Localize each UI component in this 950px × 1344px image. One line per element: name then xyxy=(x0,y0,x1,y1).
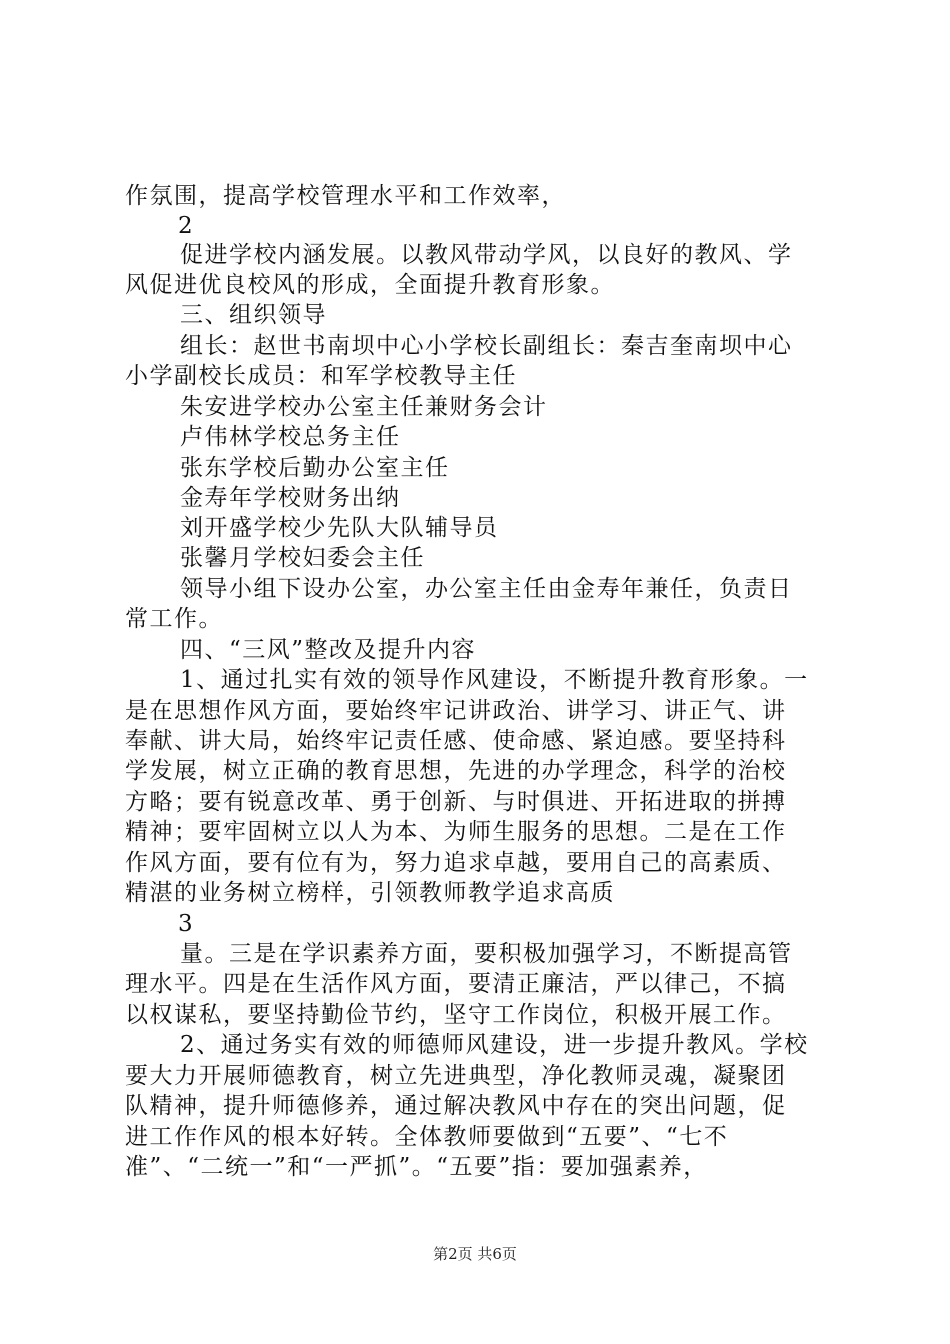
text-line: 金寿年学校财务出纳 xyxy=(180,485,401,511)
text-line: 风促进优良校风的形成，全面提升教育形象。 xyxy=(125,272,615,298)
text-line: 刘开盛学校少先队大队辅导员 xyxy=(180,515,499,541)
text-line: 常工作。 xyxy=(125,606,223,632)
section-heading: 四、“三风”整改及提升内容 xyxy=(180,637,477,663)
text-line: 队精神，提升师德修养，通过解决教风中存在的突出问题，促 xyxy=(125,1093,787,1119)
text-line: 精神；要牢固树立以人为本、为师生服务的思想。二是在工作 xyxy=(125,819,787,845)
page-number-marker: 2 xyxy=(178,213,195,239)
text-line: 作风方面，要有位有为，努力追求卓越，要用自己的高素质、 xyxy=(125,850,787,876)
text-line: 朱安进学校办公室主任兼财务会计 xyxy=(180,394,548,420)
text-line: 促进学校内涵发展。以教风带动学风，以良好的教风、学 xyxy=(180,242,793,268)
text-line: 量。三是在学识素养方面，要积极加强学习，不断提高管 xyxy=(180,941,793,967)
page-number-marker: 3 xyxy=(178,911,195,937)
text-line: 是在思想作风方面，要始终牢记讲政治、讲学习、讲正气、讲 xyxy=(125,698,787,724)
text-line: 方略；要有锐意改革、勇于创新、与时俱进、开拓进取的拼搏 xyxy=(125,789,787,815)
page-footer: 第2页 共6页 xyxy=(433,1245,517,1263)
text-line: 进工作作风的根本好转。全体教师要做到“五要”、“七不 xyxy=(125,1124,729,1150)
text-line: 组长：赵世书南坝中心小学校长副组长：秦吉奎南坝中心 xyxy=(180,333,793,359)
text-line: 学发展，树立正确的教育思想，先进的办学理念，科学的治校 xyxy=(125,758,787,784)
text-line: 奉献、讲大局，始终牢记责任感、使命感、紧迫感。要坚持科 xyxy=(125,728,787,754)
text-line: 准”、“二统一”和“一严抓”。“五要”指：要加强素养， xyxy=(125,1154,708,1180)
section-heading: 三、组织领导 xyxy=(180,302,327,328)
text-line: 领导小组下设办公室，办公室主任由金寿年兼任，负责日 xyxy=(180,576,793,602)
text-line: 1、通过扎实有效的领导作风建设，不断提升教育形象。一 xyxy=(180,667,809,693)
text-line: 卢伟林学校总务主任 xyxy=(180,424,401,450)
text-line: 张东学校后勤办公室主任 xyxy=(180,455,450,481)
text-line: 精湛的业务树立榜样，引领教师教学追求高质 xyxy=(125,880,615,906)
text-line: 以权谋私，要坚持勤俭节约，坚守工作岗位，积极开展工作。 xyxy=(125,1002,787,1028)
text-line: 理水平。四是在生活作风方面，要清正廉洁，严以律己，不搞 xyxy=(125,971,787,997)
text-line: 2、通过务实有效的师德师风建设，进一步提升教风。学校 xyxy=(180,1032,809,1058)
text-line: 小学副校长成员：和军学校教导主任 xyxy=(125,363,517,389)
text-line: 要大力开展师德教育，树立先进典型，净化教师灵魂，凝聚团 xyxy=(125,1063,787,1089)
text-line: 张馨月学校妇委会主任 xyxy=(180,545,425,571)
text-line: 作氛围，提高学校管理水平和工作效率， xyxy=(125,183,566,209)
